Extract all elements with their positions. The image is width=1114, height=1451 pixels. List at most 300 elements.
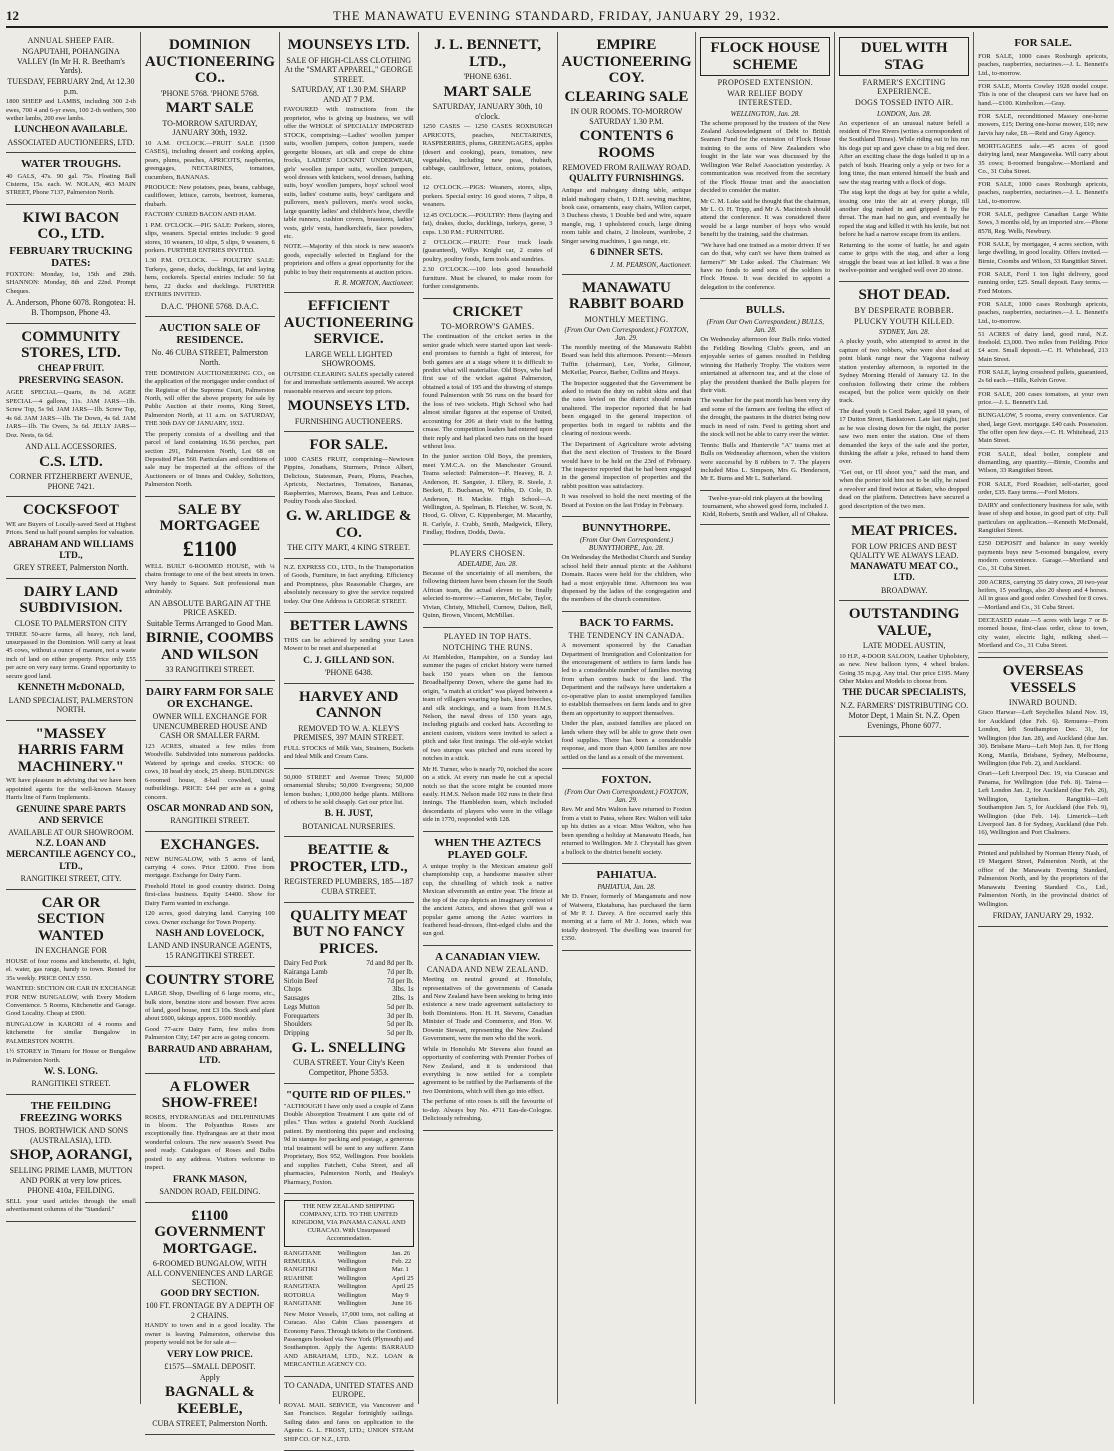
ship-name: ROTORUA xyxy=(283,1291,316,1299)
headline: WATER TROUGHS. xyxy=(21,158,121,171)
bold-line: KENNETH McDONALD, xyxy=(17,683,125,694)
line: THE CITY MART, 4 KING STREET. xyxy=(287,543,411,553)
subheading: CANADA AND NEW ZEALAND. xyxy=(426,964,549,974)
line: D.A.C. 'PHONE 5768. D.A.C. xyxy=(160,301,259,311)
headline: £1100 xyxy=(182,535,237,561)
body-text: Tennis: Bulls and Huntervile "A" teams met at Bulls on Wednesday afternoon, when the visitors were successful by 8 rubbers to 7. The players included Miss L. Simpson, Mrs G. Henderson, Mr E. Burns and Mr L. Sutherland. xyxy=(700,441,831,483)
body-text: On Wednesday afternoon four Bulls rinks visited the Feilding Bowling Club's green, and an enjoyable series of games resulted in Feilding winning the Hatherly Trophy. The visitors were entertained at afternoon tea, and at the close of play the president thanked the Bulls players for their visit. xyxy=(700,336,831,395)
classified-ad: 200 ACRES, carrying 35 dairy cows, 20 two-year heifers, 15 yearlings, also 20 sheep and 4 horses. All in grass and good order. Cowshed for 8 cows.—Mortland and Co., 31 Cuba Street. xyxy=(978,577,1108,615)
body-text: Freehold Hotel in good country district. Doing first-class business. Equity £4400. Show for Dairy Farm wanted in exchange. xyxy=(144,882,275,907)
body-text: The perfume of otto roses is still the favourite of to-day. Always buy No. 4711 Eau-de-Cologne. Deliciously refreshing. xyxy=(422,1098,553,1123)
body-text: A movement sponsored by the Canadian Department of Immigration and Colonization for the encouragement of settlers to farm lands has led to a considerable number of families moving from urban centres back to the land. The Department and the railways have undertaken a co-operative plan to assist unemployed families to establish themselves on farm lands and to give them an opportunity to support themselves. xyxy=(561,642,692,717)
page-number: 12 xyxy=(6,8,19,23)
article-block xyxy=(6,890,136,1095)
body-text: "Get out, or I'll shoot you," said the man, and when the porter told him not to be silly, he raised a revolver and fired twice at Baker, who dropped dead on the platform. Detectives have secured a good description of the two men. xyxy=(839,468,970,510)
body-text: 1800 SHEEP and LAMBS, including 300 2-th ewes, 700 4 and 6-yr ewes, 100 2-th wethers, 500 wether lambs, 200 ewe lambs. xyxy=(6,98,136,123)
article-block xyxy=(284,432,414,559)
ship-date: Feb. 22 xyxy=(391,1258,412,1266)
headline: COCKSFOOT xyxy=(23,502,119,519)
body-text: 2.30 O'CLOCK.—100 lots good household furniture. Must be cleared, to make room for further consignments. xyxy=(422,266,553,291)
headline: AUCTION SALE OF RESIDENCE. xyxy=(159,322,261,347)
article-block xyxy=(284,559,414,613)
article-block xyxy=(284,903,414,1084)
ship-name: REMUERA xyxy=(283,1258,316,1266)
headline: "MASSEY HARRIS FARM MACHINERY." xyxy=(17,725,124,775)
article-block xyxy=(978,845,1108,927)
article-block xyxy=(978,32,1108,658)
article-block xyxy=(562,769,692,864)
headline: DAIRY FARM FOR SALE OR EXCHANGE. xyxy=(145,686,274,711)
article-block xyxy=(6,32,136,153)
col-1 xyxy=(6,32,140,1404)
col-8 xyxy=(973,32,1108,1404)
line: 100 FT. FRONTAGE BY A DEPTH OF 2 CHAINS. xyxy=(145,1301,275,1320)
article-block xyxy=(145,1203,275,1435)
price-item: Dripping xyxy=(283,1029,310,1038)
line: SATURDAY, JANUARY 30th, 10 o'clock. xyxy=(432,102,543,121)
body-text: 12.45 O'CLOCK.—POULTRY: Hens (laying and fat), drakes, ducks, ducklings, turkeys, geese, 3 cups. 1.30 P.M.: FURNITURE. xyxy=(422,211,553,236)
columns xyxy=(6,32,1108,1443)
price-value: 5d per lb. xyxy=(386,1029,414,1038)
price-row xyxy=(284,994,414,1003)
article-block xyxy=(6,497,136,579)
dateline: (From Our Own Correspondent.) BULLS, Jan. 28. xyxy=(706,318,824,335)
bold-line: CHEAP FRUIT. xyxy=(37,363,105,374)
price-value: 2lbs. 1s xyxy=(392,994,414,1003)
body-text: At Hambledon, Hampshire, on a Sunday last summer the pages of cricket history were turned back 150 years when on the famous Broadhalfpenny Down, where the game had its origin, "a match at cricket" was played between a team of villagers wearing top hats, knee breeches, and silk stockings, and a team from H.M.S. Nelson, the naval dress of 150 years ago, including pigtails and cocked hats. According to ancient custom, visitors were invited to select a pitch and take first innings. The old-style wicket of two stumps was pitched and runs scored by notches in a stick. xyxy=(422,653,553,763)
line: FURNISHING AUCTIONEERS. xyxy=(294,416,403,426)
body-text: FULL STOCKS of Milk Vats, Strainers, Buckets and Ideal Milk and Cream Cans. xyxy=(283,744,414,761)
body-text: The property consists of a dwelling and that parcel of land containing 16.56 perches, part section 291, Palmerston North, Lot 68 on Deposited Plan 560. Particulars and conditions of sale may be inspected at the offices of the Auctioneers or of Innes and Oakley, Solicitors, Palmerston North. xyxy=(144,430,275,489)
price-item: Kairanga Lamb xyxy=(283,967,328,976)
article-block xyxy=(562,32,692,275)
headline: DOMINION AUCTIONEERING CO.. xyxy=(144,37,275,86)
line: CLOSE TO PALMERSTON CITY xyxy=(14,618,128,628)
body-text: "ALTHOUGH I have only used a couple of Zann Double Absorption Treatment I am quite rid of piles." Thus writes a grateful North Auckland patient. By mentioning this paper and enclosing 9d in stamps for packing and postage, a generous trial treatment will be sent to any sufferer. Zann Proprietary, Box 952, Wellington. Free booklets and supplies Fatchett, Cuba Street, and all pharmacies, Palmerston North, and Healey's Pharmacy, Foxton. xyxy=(283,1102,414,1186)
article-block xyxy=(839,601,969,737)
price-value: 7d per lb. xyxy=(386,976,414,985)
ship-name: RUAHINE xyxy=(283,1274,313,1282)
body-text: Printed and published by Norman Henry Nash, of 19 Margaret Street, Palmerston North, at the office of the Manawatu Evening Standard, Palmerston North, and by the proprietors of the Manawatu Evening Standard Co., Ltd., Palmerston North, in the provincial district of Wellington. xyxy=(978,849,1108,908)
headline: CAR OR SECTION WANTED xyxy=(37,894,105,944)
line: No. 46 CUBA STREET, Palmerston North. xyxy=(151,348,268,368)
ship-date: June 16 xyxy=(391,1300,412,1308)
price-row xyxy=(284,959,414,968)
classified-ad: FOR SALE, reconditioned Massey one-horse mowers, £15; Dering one-horse mower, £10; new Jarvis hay rake, £8.—Reid and Gray Agency. xyxy=(978,111,1108,141)
ship-port: Wellington xyxy=(337,1274,367,1282)
line: LAND SPECIALIST, PALMERSTON NORTH. xyxy=(8,695,134,715)
subheading: PROPOSED EXTENSION. xyxy=(717,78,814,87)
headline: BEATTIE & PROCTER, LTD., xyxy=(289,842,408,875)
dateline: WELLINGTON, Jan. 28. xyxy=(730,109,800,118)
price-value: 7d and 8d per lb. xyxy=(366,959,414,968)
body-text: In the junior section Old Boys, the premiers, meet Y.M.C.A. on the Manchester Ground. Teams selected: Palmerston—F. Heavey, R. J. Anderson, H. Sangster, J. Ellery, R. Steele, J. Beckett, E. Buchanan, W. Tubbs, D. Cole, D. Anderson, H. Mackie. High School—A. Wellington, A. Spelman, B. Fletcher, W. Scott, N. Hood, G. Oliver, C. Kippenberger, M. Macarthy, R. Carlyle, J. Crabb, Smith, Madgwick, Ellery, Findlay, Hodren, Dodds, Davis. xyxy=(422,453,553,537)
line: PHONE 410a, FEILDING. xyxy=(27,1186,115,1196)
body-text: A plucky youth, who attempted to arrest in the capture of two robbers, who were shot dead at point blank range near the Yagoona railway station yesterday afternoon, is reported in the Sydney Morning Herald of January 12. In the confusion following their crime the robbers escaped, but the police were quickly on their track. xyxy=(839,338,970,405)
line: LATE MODEL AUSTIN, xyxy=(862,641,946,651)
article-block xyxy=(145,967,275,1074)
headline: "QUITE RID OF PILES." xyxy=(285,1088,412,1101)
body-text: A unique trophy is the Mexican amateur golf championship cup, a handsome massive silver cup, the chiselling of which took a native Mexican silversmith an entire year. The frieze at the top of the cup depicts an imaginary contest of the ancient Aztecs, and shows that golf was a popular game among the Aztec warriors in feathered head-dresses, flint-edged clubs and the sun god. xyxy=(422,862,553,938)
line: LARGE WELL LIGHTED SHOWROOMS. xyxy=(305,349,393,369)
article-block xyxy=(423,946,553,1131)
subheading: WAR RELIEF BODY INTERESTED. xyxy=(727,89,804,108)
body-text: 12 O'CLOCK.—PIGS: Weaners, stores, slips, porkers. Special entry: 16 good stores, 7 slips, 8 weaners. xyxy=(422,184,553,209)
article-block xyxy=(423,32,553,299)
signature: R. R. MORTON, Auctioneer. xyxy=(334,279,414,288)
ship-date: Jan. 26 xyxy=(391,1249,411,1257)
line: ASSOCIATED AUCTIONEERS, LTD. xyxy=(7,137,135,147)
body-text: SELL your used articles through the small advertisement columns of the "Standard." xyxy=(6,1197,136,1214)
classified-ad: FOR SALE, 1000 cases Roxburgh apricots, peaches, raspberries, nectarines.—J. L. Bennett's Ltd., to-morrow. xyxy=(978,51,1108,81)
article-block xyxy=(839,518,969,601)
bold-line: OSCAR MONRAD AND SON, xyxy=(146,804,273,815)
price-value: 7d per lb. xyxy=(386,967,414,976)
body-text: The Department of Agriculture wrote advising that the next election of Trustees to the Board would have to be held on the 23rd of February. The inspector reported that he had been engaged in the general inspection of properties and the rabbit position was satisfactory. xyxy=(561,440,692,490)
headline: PAHIATUA. xyxy=(596,868,657,881)
line: RANGITIKEI STREET. xyxy=(170,816,250,826)
headline: THE FEILDING FREEZING WORKS xyxy=(19,1100,123,1125)
line: REMOVED FROM RAILWAY ROAD. xyxy=(562,163,691,173)
article-block xyxy=(145,1074,275,1203)
body-text: ROSES, HYDRANGEAS and DELPHINIUMS in bloom. The Polyanthus Roses are exceptionally fine. Hydrangeas are at their most wonderful colours. The new season's Sweet Pea seed ready. Catalogues of Roses and Bulbs posted to any address. Visitors welcome to inspect. xyxy=(144,1113,275,1172)
classified-ad: FOR SALE, pedigree Canadian Large White Sows, 3 months old, by an imported sire.—Phone 8578, Reg. Wells, Newbury. xyxy=(978,209,1108,239)
headline: KIWI BACON CO., LTD. xyxy=(22,209,120,243)
body-text: THIS can be achieved by sending your Lawn Mower to be reset and sharpened at xyxy=(283,636,414,653)
headline: BACK TO FARMS. xyxy=(579,616,674,629)
headline: CLEARING SALE xyxy=(564,88,689,105)
classified-ad: FOR SALE, Ford 1 ton light delivery, good running order, £25. Small deposit. Easy terms.—Ford Motors. xyxy=(978,269,1108,299)
bold-line: THE DUCAR SPECIALISTS, xyxy=(842,688,966,699)
article-block xyxy=(284,32,414,293)
sailing-schedule xyxy=(284,1250,414,1309)
subheading: PLAYERS CHOSEN. xyxy=(449,548,526,558)
article-block xyxy=(284,769,414,838)
price-item: Legs Mutton xyxy=(283,1002,320,1011)
line: 33 RANGITIKEI STREET. xyxy=(165,665,255,675)
headline: WHEN THE AZTECS PLAYED GOLF. xyxy=(434,836,541,861)
article-block xyxy=(6,205,136,324)
ship-name: RANGITATA xyxy=(283,1283,320,1291)
price-value: 3lbs. 1s xyxy=(392,985,414,994)
headline: A FLOWER SHOW-FREE! xyxy=(161,1078,258,1112)
col-6 xyxy=(695,32,834,1404)
subheading: TO-MORROW'S GAMES. xyxy=(440,322,535,332)
body-text: Antique and mahogany dining table, antique inlaid mahogany chairs, 1 D.H. sewing machine, book case, ornaments, easy chairs, Wilton carpet, 3 Duchess chests, 1 Double bed and wire, square mangle, rug, 1 upholstered couch, large dining room table and chairs, 2 linoleum, wardrobe, 2 Singer sewing machines, 1 gas range, etc. xyxy=(561,187,692,245)
headline: CRICKET xyxy=(452,303,523,320)
headline: MART SALE xyxy=(165,100,254,117)
headline: DUEL WITH STAG xyxy=(839,37,969,76)
line: N.Z. FARMERS' DISTRIBUTING CO. xyxy=(840,700,969,710)
dateline: ADELAIDE, Jan. 28. xyxy=(457,559,518,568)
masthead xyxy=(6,6,1108,28)
line: AN ABSOLUTE BARGAIN AT THE PRICE ASKED. xyxy=(148,598,271,618)
body-text: Returning to the scene of battle, he and again came to grips with the stag, and after a long struggle the beast was at last killed. It was a fine twelve-pointer and weighed well over 20 stone. xyxy=(839,241,970,274)
line: NGAPUTAHI, POHANGINA VALLEY (In Mr H. R. Beetham's Yards). xyxy=(17,47,125,76)
body-text: Gisco Harwar—Left Seychelles Island Nov. 19, for Auckland (due Feb. 6). Remuera—From London, left Southampton Dec. 31, for Wellington (due Jan. 28), and Auckland (due Jan. 30). Brisbane Maru—Left Moji Jan. 8, for Hong Kong, Manila, Brisbane, Sydney, Melbourne, Wellington (due Feb. 2), and Auckland. xyxy=(978,709,1108,767)
subheading: DOGS TOSSED INTO AIR. xyxy=(855,98,954,108)
line: TO CANADA, UNITED STATES AND EUROPE. xyxy=(284,1380,414,1400)
body-text: FOXTON: Monday, 1st, 15th and 29th. SHANNON: Monday, 8th and 22nd. Prompt Cheques. xyxy=(6,271,136,295)
subheading: BY DESPERATE ROBBER. xyxy=(854,305,954,315)
line: 6-ROOMED BUNGALOW, WITH ALL CONVENIENCES AND LARGE SECTION. xyxy=(146,1259,273,1288)
headline: MEAT PRICES. xyxy=(851,523,958,540)
body-text: The weather for the past month has been very dry and some of the farmers are feeling the effect of the drought, the pastures in the district being now much in need of rain. Feed is getting short and the stock will not be able to carry over the winter. xyxy=(700,397,831,439)
body-text: It was resolved to hold the next meeting of the Board at Foxton on the last Friday in February. xyxy=(561,493,692,509)
bold-line: LUNCHEON AVAILABLE. xyxy=(14,125,128,136)
article-block xyxy=(562,275,692,518)
price-value: 5d per lb. xyxy=(386,1020,414,1029)
price-row xyxy=(284,985,414,994)
body-text: AGEE SPECIAL—Quarts, 8s 3d. AGEE SPECIAL—4 gallons, 11s. JAM JARS—1lb. Screw Top, 5s 9d. JAM JARS—1lb. Screw Top, 4s 6d. JAM JARS—1lb. Tie Down, 4s 6d. JAM JARS—1lb. Tie Overs, 3s 6d. JELLY JARS—Doz. Nests, 6s 6d. xyxy=(6,389,136,439)
body-text: WE are Buyers of Locally-saved Seed at Highest Prices. Send us half pound samples for valuation. xyxy=(6,520,136,537)
line: OWNER WILL EXCHANGE FOR UNENCUMBERED HOUSE AND CASH OR SMALLER FARM. xyxy=(152,712,268,741)
line: AVAILABLE AT OUR SHOWROOM. xyxy=(8,828,134,838)
body-text: The stag kept the dogs at bay for quite a while, tossing one into the air at every plunge, till another dog rushed in and gripped it by the throat. The man had no gun, and eventually he roped the stag and killed it with his knife, but not before he had a narrow escape from its antlers. xyxy=(839,189,970,239)
body-text: Orari—Left Liverpool Dec. 19, via Curacao and Panama, for Wellington (due Feb. 8). Tairoa—Left London Jan. 2, for Auckland (due Feb. 26), Wellington, Lyttelton. Rangitiki—Left Southampton Jan. 5, for Auckland (due Feb. 9), Wellington (due Feb. 14). Limerick—Left Liverpool Jan. 8 for Sydney, Auckland (due Feb. 16), Wellington and Port Chalmers. xyxy=(978,770,1108,837)
line: BROADWAY. xyxy=(880,585,928,595)
body-text: BUNGALOW in KARORI of 4 rooms and kitchenette for similar Bungalow in PALMERSTON NORTH. xyxy=(6,1020,136,1045)
body-text: "We have had one trained as a motor driver. If we can do that, why can't we have them trained as farmers?" Mr Luke asked. The Chairman: We have no funds to send sons of the soldiers to Flock House. It was decided to appoint a delegation to the conference. xyxy=(700,241,831,291)
ship-name: RANGITIKI xyxy=(283,1266,318,1274)
body-text: 50,000 STREET and Avenue Trees; 50,000 ornamental Shrubs; 50,000 Evergreens; 50,000 lemon bushes; 1,000,000 hedge plants. Millions of others to be sold cheaply. Get our price list. xyxy=(283,773,414,806)
article-block xyxy=(423,545,553,628)
headline: BIRNIE, COOMBS AND WILSON xyxy=(146,630,274,663)
body-text: The continuation of the cricket series in the senior grade which were started upon last week-end promises to furnish a fight of interest, for both games are at a stage where it is difficult to predict what will materialise. Old Boys, who had first use of the wicket against Palmerston, obtained a total of 195 and the drawing of stumps found Palmerston with 56 runs on the board for the loss of two wickets. High School who had almost similar figures at the expense of United, accounting for 206 at their visit to the batting crease. The competition leaders had entered upon their reply and had placed two runs on the board without loss. xyxy=(422,333,553,450)
article-block xyxy=(145,681,275,832)
line: SANDON ROAD, FEILDING. xyxy=(159,1187,261,1197)
bold-line: C. J. GILL AND SON. xyxy=(303,655,395,666)
price-list xyxy=(284,959,414,1038)
body-text: New Motor Vessels, 17,000 tons, not calling at Curacao. Also Cabin Class passengers at Economy Fares. Through tickets to the Continent. Passengers booked via New York (Plymouth) and Southampton. Apply the Agents: BARRAUD AND ABRAHAM, LTD., N.Z. LOAN & MERCANTILE AGENCY CO. xyxy=(283,1310,414,1369)
line: 'PHONE 6361. xyxy=(463,72,512,81)
body-text: LARGE Shop, Dwelling of 6 large rooms, etc., bulk store, benzine store and bowser. Five acres of land, good house, rent £3 10s. Stock and plant about £600, takings approx. £600 monthly. xyxy=(144,990,275,1023)
body-text: 1 P.M. O'CLOCK.—PIG SALE: Porkers, stores, slips, weaners. Special entries include: 9 good stores, 10 weaners, 10 slips, 5 slips, 9 weaners, 6 porkers. FURTHER ENTRIES INVITED. xyxy=(144,221,275,255)
col-4 xyxy=(418,32,557,1404)
article-block xyxy=(839,282,969,518)
bold-line: B. H. JUST, xyxy=(324,809,373,820)
article-block xyxy=(284,684,414,769)
price-row xyxy=(284,968,414,977)
body-text: THE DOMINION AUCTIONEERING CO., on the application of the mortgagee under conduct of the Registrar of the Supreme Court, Palmerston North, will offer the above property for sale by Public Auction at their rooms, King Street, Palmerston North, at 11 a.m. on SATURDAY, THE 30th DAY OF JANUARY, 1932. xyxy=(144,369,275,428)
bold-line: W. S. LONG. xyxy=(44,1067,98,1078)
price-row xyxy=(284,977,414,986)
line: IN OUR ROOMS. TO-MORROW SATURDAY 1.30 P.M. xyxy=(570,107,683,126)
boxed-notice: THE NEW ZEALAND SHIPPING COMPANY, LTD. TO THE UNITED KINGDOM, VIA PANAMA CANAL AND CURACAO. With Unsurpassed Accommodation. xyxy=(284,1200,414,1247)
dateline: (From Our Own Correspondent.) BUNNYTHORPE, Jan. 28. xyxy=(579,536,674,553)
headline: C.S. LTD. xyxy=(39,453,103,470)
headline: BUNNYTHORPE. xyxy=(582,522,671,535)
body-text: PRODUCE: New potatoes, peas, beans, cabbage, cauliflower, lettuce, carrots, beetroot, kumeras, rhubarb. xyxy=(144,183,275,208)
headline: MOUNSEYS LTD. xyxy=(287,37,410,53)
ship-date: April 25 xyxy=(391,1274,414,1282)
article-block xyxy=(700,491,830,525)
body-text: 1½ STOREY in Timaru for House or Bungalow in Palmerston North. xyxy=(6,1048,136,1064)
article-block xyxy=(423,299,553,545)
dateline: PAHIATUA, Jan. 28. xyxy=(597,883,656,892)
line: SATURDAY, AT 1.30 P.M. SHARP AND AT 7 P.M. xyxy=(291,85,406,104)
body-text: The monthly meeting of the Manawatu Rabbit Board was held this afternoon. Present:—Messrs Tuffin (chairman), Lee, Yorke, Gilmour, McKeilar, Pearce, Barber, Collins and Heays. xyxy=(561,343,692,377)
price-row xyxy=(284,1029,414,1038)
ship-name: RANGITANE xyxy=(283,1300,322,1308)
classified-ad: MORTGAGEES sale.—45 acres of good dairying land, near Mangaweka. Will carry about 35 cows; 8-roomed bungalow.—Mortland and Co., 31 Cuba Street. xyxy=(978,141,1108,179)
line: THOS. BORTHWICK AND SONS (AUSTRALASIA), LTD. xyxy=(13,1126,129,1145)
headline: FLOCK HOUSE SCHEME xyxy=(700,37,830,76)
body-text: 10 A.M. O'CLOCK.—FRUIT SALE (1500 CASES), including dessert and cooking apples, pears, plums, peaches, APRICOTS, raspberries, greengages, NECTARINES, tomatoes, cucumbers, BANANAS. xyxy=(144,139,275,181)
line: AND ALL ACCESSORIES. xyxy=(25,441,117,451)
headline: FOXTON. xyxy=(601,774,652,787)
headline: SHOP, AORANGI, xyxy=(9,1147,133,1164)
article-block xyxy=(284,613,414,683)
col-5 xyxy=(557,32,696,1404)
body-text: THREE 50-acre farms, all heavy, rich land, unsurpassed in the Dominion. Will carry at least 45 cows, without a ounce of manure, not a waste inch of land on either property. Price only £55 per acre on very easy terms. Grand opportunity to secure good land. xyxy=(6,630,136,680)
body-text: N.Z. EXPRESS CO., LTD., In the Transportation of Goods, Furniture, in fact anything. Efficiency and Promptness, plus Reasonable Charges, are absolutely necessary to give the service required today. Our One Address is GEORGE STREET. xyxy=(283,564,414,605)
line: FOR LOW PRICES AND BEST QUALITY WE ALWAYS LEAD. xyxy=(849,541,959,561)
article-block xyxy=(145,497,275,681)
bold-line: QUALITY FURNISHINGS. xyxy=(569,173,684,184)
line: TUESDAY, FEBRUARY 2nd, At 12.30 p.m. xyxy=(7,76,135,96)
body-text: OUTSIDE CLEARING SALES specially catered for and immediate settlements assured. We accept reasonable reserves and secure top prices. xyxy=(283,370,414,395)
line: 'PHONE 6438. xyxy=(324,667,373,677)
bold-line: 6 DINNER SETS. xyxy=(590,248,663,259)
body-text: An experience of an unusual nature befell a resident of Five Rivers (writes a correspondent of the Southland Times). While riding out to his run his dogs put up and gave chase to a big red deer. After an exciting chase the dogs bailed it up in a patch of bush. Hearing only a yelp or two for a long time, the man entered himself the bush and saw the stag rearing with a flock of dogs. xyxy=(839,119,970,186)
bold-line: GOOD DRY SECTION. xyxy=(160,1288,260,1299)
bold-line: NASH AND LOVELOCK, xyxy=(155,929,265,940)
classified-ad: DAIRY and confectionery business for sale, with lease of shop and house, in good part of city. Full particulars on application.—Kenneth McDonald, Rangitikei Street. xyxy=(978,500,1108,538)
headline: £1100 GOVERNMENT MORTGAGE. xyxy=(154,1207,266,1257)
classified-ad: £250 DEPOSIT and balance in easy weekly payments buys new 5-roomed bungalow, every modern convenience. Garage.—Mortland and Co., 31 Cuba Street. xyxy=(978,538,1108,576)
price-row xyxy=(284,1020,414,1029)
subheading: FARMER'S EXCITING EXPERIENCE. xyxy=(862,78,946,97)
line: REMOVED TO W. A. KLEY'S PREMISES, 397 MAIN STREET. xyxy=(293,723,404,743)
body-text: FACTORY CURED BACON AND HAM. xyxy=(144,211,256,219)
body-text: Under the plan, assisted families are placed on lands where they will be able to grow their own food supplies. There has been a considerable response, and more than 4,000 families are now settled on the land as a result of the movement. xyxy=(561,720,692,761)
body-text: The Inspector suggested that the Government be asked to retain the duty on rabbit skins and that the rates levied on the district should remain unaltered. The inspector reported that he had been engaged in the general inspection of properties both in regard to rabbits and the clearing of noxious weeds. xyxy=(561,379,692,438)
article-block xyxy=(284,1377,414,1451)
subheading: NOTCHING THE RUNS. xyxy=(442,642,533,652)
line: CORNER FITZHERBERT AVENUE, PHONE 7421. xyxy=(9,472,133,491)
article-block xyxy=(6,721,136,890)
headline: COMMUNITY STORES, LTD. xyxy=(21,328,121,362)
ship-port: Wellington xyxy=(337,1283,367,1291)
signature: J. M. PEARSON, Auctioneer. xyxy=(610,260,692,269)
article-block xyxy=(145,317,275,497)
article-block xyxy=(6,1095,136,1222)
col-2 xyxy=(140,32,279,1429)
small-text: Twelve-year-old rink players at the bowling tournament, who showed good form, included J. Kidd, Roberts, Smith and Walker, all of Ohakea. xyxy=(702,494,829,519)
headline: A CANADIAN VIEW. xyxy=(435,950,540,963)
body-text: HOUSE of four rooms and kitchenette, el. light, el. water, gas range, handy to town. Rented for 35s weekly. PRICE ONLY £550. xyxy=(6,957,136,982)
article-block xyxy=(145,32,275,317)
dateline: (From Our Own Correspondent.) FOXTON, Jan. 29. xyxy=(564,325,689,342)
bold-line: ABRAHAM AND WILLIAMS LTD., xyxy=(8,539,134,561)
bold-line: N.Z. LOAN AND MERCANTILE AGENCY CO., LTD., xyxy=(6,838,136,872)
article-block xyxy=(6,579,136,721)
line: CUBA STREET, Palmerston North. xyxy=(152,1419,268,1429)
article-block xyxy=(6,153,136,204)
price-row xyxy=(284,1012,414,1021)
price-value: 5d per lb. xyxy=(386,1002,414,1011)
body-text: On Wednesday the Methodist Church and Sunday school held their annual picnic at the Ashhurst Domain. Races were held for the children, who had a most enjoyable time. Afternoon tea was dispensed by the ladies of the congregation and the members of the church committee. xyxy=(561,554,692,604)
article-block xyxy=(6,324,136,498)
bold-line: MANAWATU MEAT CO., LTD. xyxy=(850,561,959,584)
ship-port: Wellington xyxy=(337,1300,367,1308)
bold-line: FRANK MASON, xyxy=(172,1174,247,1185)
ship-port: Wellington xyxy=(337,1249,367,1257)
article-block xyxy=(839,32,969,282)
body-text: WE have pleasure in advising that we have been appointed agents for the well-known Massey Harris line of Farm Implements. xyxy=(6,777,136,802)
line: BOTANICAL NURSERIES. xyxy=(302,821,396,831)
ship-port: Wellington xyxy=(337,1258,367,1266)
classified-ad: FOR SALE, Ford Roadster, self-starter, good order, £35. Easy terms.—Ford Motors. xyxy=(978,479,1108,501)
classified-ad: BUNGALOW, 5 rooms, every convenience. Car shed, large Govt. mortgage. £40 cash. Possession. The offer open few days.—C. H. Whitehead, 213 Main Street. xyxy=(978,410,1108,448)
masthead-title: THE MANAWATU EVENING STANDARD, FRIDAY, JANUARY 29, 1932. xyxy=(333,8,781,23)
headline: J. L. BENNETT, LTD., xyxy=(434,37,541,70)
body-text: While in Honolulu Mr Stevens also found an opportunity of conferring with Premier Forbes of New Zealand, and it is understood that everything is now settled for a complete agreement to be ratified by the Parliaments of the two Dominions, which will then go into effect. xyxy=(422,1045,553,1095)
body-text: 120 acres, good dairying land. Carrying 100 cows. Owner exchange for Town Property. xyxy=(144,910,275,926)
price-item: Dairy Fed Pork xyxy=(283,959,327,968)
article-block xyxy=(700,299,830,491)
dateline: SYDNEY, Jan. 28. xyxy=(878,328,930,337)
headline: QUALITY MEAT BUT NO FANCY PRICES. xyxy=(290,907,408,957)
headline: HARVEY AND CANNON xyxy=(299,688,399,722)
subheading: THE TENDENCY IN CANADA. xyxy=(568,630,685,640)
headline: MART SALE xyxy=(443,83,532,100)
classified-ad: FOR SALE, 1000 cases Roxburgh apricots, peaches, raspberries, nectarines.—J. L. Bennett's Ltd., to-morrow. xyxy=(978,299,1108,329)
line: RANGITIKEI STREET, CITY. xyxy=(20,874,122,884)
body-text: 10 H.P., 4-DOOR SALOON, Leather Upholstery, as new. New balloon tyres, 4 wheel brakes. Going 35 m.p.g. Any trial. Our price £195. Many Other Makes and Models to choose from. xyxy=(839,652,970,686)
headline: EMPIRE AUCTIONEERING COY. xyxy=(561,37,692,86)
headline: DAIRY LAND SUBDIVISION. xyxy=(19,583,123,617)
body-text: Mr D. Fraser, formerly of Mangamutu and now of Waiwera, Ekatahuna, has purchased the farm of Mr P. J. Davey. A fire occurred early this morning at a farm of Mr J. Jones, which was totally destroyed. The dwelling was insured for £350. xyxy=(561,893,692,943)
ship-name: RANGITANE xyxy=(283,1249,322,1257)
headline: G. L. SNELLING xyxy=(291,1039,406,1056)
body-text: Good 77-acre Dairy Farm, few miles from Palmerston City; £47 per acre as going concern. xyxy=(144,1025,275,1042)
article-block xyxy=(562,517,692,612)
ship-port: Wellington xyxy=(337,1291,367,1299)
body-text: Mr H. Turner, who is nearly 70, notched the score on a stick. At every run made he cut a special notch so that the score might be counted more easily. H.M.S. Nelson made 102 runs in their first innings. The Hambledon team, which included descendants of players who were in the village side in 1770, responded with 128. xyxy=(422,765,553,824)
line: TO-MORROW SATURDAY, JANUARY 30th, 1932. xyxy=(162,118,258,138)
classified-ad: 51 ACRES of dairy land, good rural, N.Z. freehold. £3,000. Two miles from Feilding. Price £4 acre. Small deposit.—C. H. Whitehead, 213 Main Street. xyxy=(978,329,1108,367)
body-text: WANTED: SECTION OR CAR IN EXCHANGE FOR NEW BUNGALOW, with Every Modern Convenience. 5 Rooms, Kitchenette and Garage. Good Locality. Cheap at £900. xyxy=(6,985,136,1018)
col-3 xyxy=(279,32,418,1443)
body-text: 2 O'CLOCK.—FRUIT: Four truck loads (guaranteed), Willys Knight car, 2 crates of poultry, poultry foods, farm tools and sundries. xyxy=(422,238,553,263)
body-text: 1000 CASES FRUIT, comprising—Newtown Pippins, Jonathans, Sturmers, Prince Albert, Delicious, Statesman, Pears, Plums, Peaches, Apricots, Nectarines, Tomatoes, Bananas, Raspberries, Marrows, Beans, Peas and Lettuce. Poultry Foods also Stocked. xyxy=(283,455,414,505)
price-row xyxy=(284,1003,414,1012)
body-text: Rev. Mr and Mrs Walton have returned to Foxton from a visit to Patea, where Rev. Walton will take up his duties as a vicar. Miss Walton, who has been spending a holiday at Manawatu Heads, has returned to Wellington. Mr J. Chrystall has given a bullock to the district benefit society. xyxy=(561,806,692,856)
body-text: NOTE.—Majority of this stock is new season's goods, especially selected in England for the proprietors and offers a great opportunity for the public to buy their requirements at auction prices. xyxy=(283,243,414,276)
headline: CONTENTS 6 ROOMS xyxy=(579,128,674,161)
subheading: PLAYED IN TOP HATS. xyxy=(443,631,532,641)
line: GREY STREET, Palmerston North. xyxy=(13,563,129,573)
col-7 xyxy=(834,32,973,1404)
bold-line: BARRAUD AND ABRAHAM, LTD. xyxy=(147,1044,272,1067)
headline: FEBRUARY TRUCKING DATES: xyxy=(9,244,133,269)
price-item: Shoulders xyxy=(283,1020,312,1029)
headline: BULLS. xyxy=(745,304,785,317)
body-text: NEW BUNGALOW, with 5 acres of land, carrying 4 cows. Price £2000. Free from mortgage. Exchange for Dairy Farm. xyxy=(144,855,275,880)
body-text: 40 GALS, 47s. 90 gal. 75s. Floating Ball Cisterns, 15s. each. W. NOLAN, 463 MAIN STREET, Phone 7137, Palmerston North. xyxy=(6,172,136,197)
body-text: 1250 CASES — 1250 CASES ROXBURGH APRICOTS, peaches, NECTARINES, RASPBERRIES, plums, GREENGAGES, apples (desert and cooking), pears, tomatoes, new vegetables, including new peas, rhubarb, cabbage, cauliflower, lettuce, onions, potatoes, etc. xyxy=(422,123,553,181)
article-block xyxy=(423,628,553,832)
headline: SALE BY MORTGAGEE xyxy=(159,501,260,535)
ship-date: April 25 xyxy=(391,1283,414,1291)
article-block xyxy=(562,864,692,951)
article-block xyxy=(423,832,553,946)
line: IN EXCHANGE FOR xyxy=(34,946,107,956)
line: SELLING PRIME LAMB, MUTTON AND PORK at very low prices. xyxy=(9,1165,133,1185)
line: CUBA STREET. Your City's Keen Competitor, Phone 5353. xyxy=(293,1058,405,1077)
